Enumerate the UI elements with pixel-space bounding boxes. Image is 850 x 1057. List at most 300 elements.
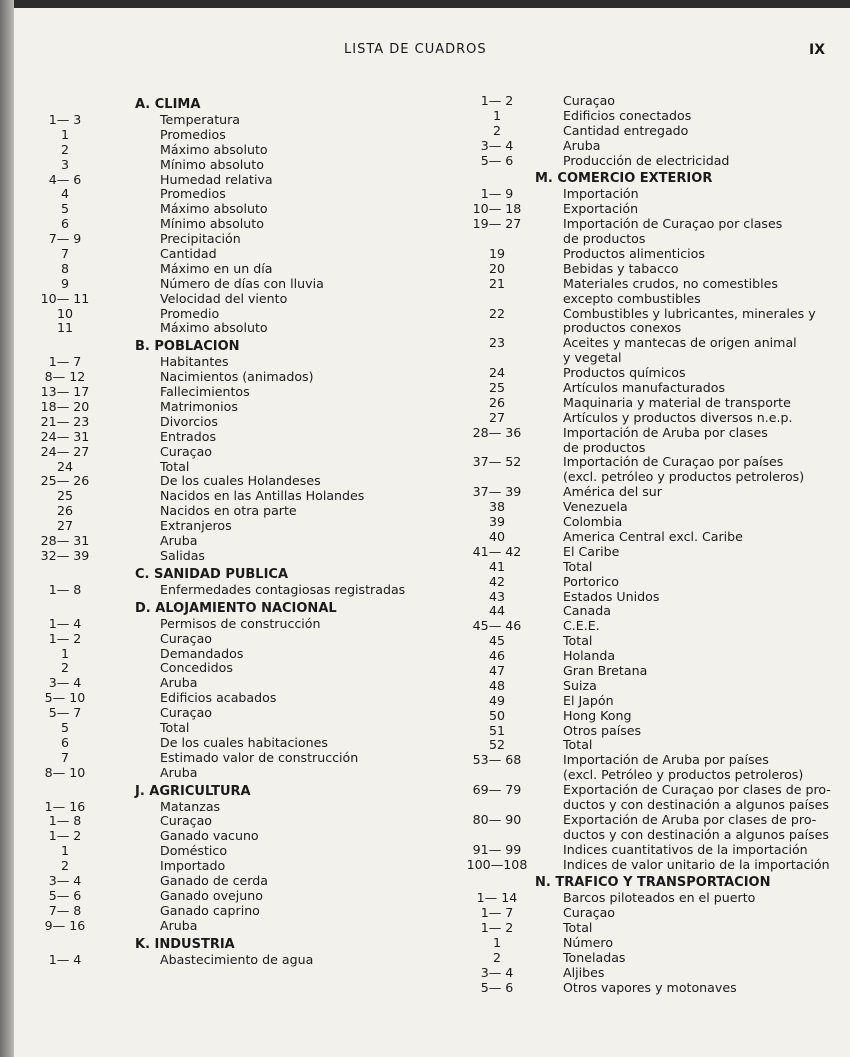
table-title: Exportación xyxy=(563,201,639,217)
table-title: Gran Bretana xyxy=(563,662,648,678)
table-title: Portorico xyxy=(563,573,619,589)
section-heading xyxy=(14,97,454,113)
list-item xyxy=(462,724,842,739)
table-title: Productos alimenticios xyxy=(563,246,705,262)
table-number: 11 xyxy=(56,320,74,336)
table-number: 1— 7 xyxy=(48,354,82,370)
list-item xyxy=(462,798,842,813)
table-title: Productos químicos xyxy=(563,365,686,381)
table-title: Holanda xyxy=(563,648,616,664)
table-title: Cantidad xyxy=(160,246,217,262)
list-item xyxy=(14,814,454,829)
list-item xyxy=(14,583,454,598)
table-title: Curaçao xyxy=(160,705,213,721)
table-title: Salidas xyxy=(160,547,205,563)
table-number: 1 xyxy=(60,843,69,859)
list-item xyxy=(14,277,454,292)
table-title: C.E.E. xyxy=(563,618,600,634)
table-number: 1— 2 xyxy=(480,920,514,936)
list-item xyxy=(462,921,842,936)
table-title: Importación de Aruba por países xyxy=(563,752,769,768)
list-item xyxy=(14,355,454,370)
table-number: 1— 7 xyxy=(480,905,514,921)
table-title: Curaçao xyxy=(563,93,616,108)
table-number: 1— 16 xyxy=(44,798,86,814)
table-number: 20 xyxy=(488,260,506,276)
table-number: 27 xyxy=(56,518,74,534)
list-item xyxy=(462,124,842,139)
list-item xyxy=(462,858,842,873)
table-title: Curaçao xyxy=(160,630,213,646)
list-item xyxy=(462,738,842,753)
table-title: Otros vapores y motonaves xyxy=(563,979,737,995)
section-title: K. INDUSTRIA xyxy=(135,936,235,952)
table-title: Artículos manufacturados xyxy=(563,380,726,396)
table-title: Total xyxy=(563,633,593,649)
list-item xyxy=(14,217,454,232)
table-title: Exportación de Curaçao por clases de pro- xyxy=(563,782,831,798)
table-title: excepto combustibles xyxy=(563,290,701,306)
list-item xyxy=(14,143,454,158)
table-title: Promedios xyxy=(160,126,226,142)
table-title: Otros países xyxy=(563,722,642,738)
table-number: 80— 90 xyxy=(472,811,522,827)
table-number: 2 xyxy=(60,858,69,874)
table-title: Curaçao xyxy=(160,443,213,459)
table-title: Estimado valor de construcción xyxy=(160,749,359,765)
table-number: 25— 26 xyxy=(40,473,90,489)
list-item xyxy=(14,187,454,202)
table-title: Máximo absoluto xyxy=(160,141,268,157)
list-item xyxy=(14,904,454,919)
table-number: 53— 68 xyxy=(472,752,522,768)
table-title: Combustibles y lubricantes, minerales y xyxy=(563,305,816,321)
list-item xyxy=(462,426,842,441)
table-title: Toneladas xyxy=(563,949,626,965)
table-title: Nacidos en las Antillas Holandes xyxy=(160,488,365,504)
list-item xyxy=(462,590,842,605)
table-number: 1 xyxy=(492,935,501,951)
list-item xyxy=(462,981,842,996)
table-number: 42 xyxy=(488,573,506,589)
table-title: Número de días con lluvia xyxy=(160,275,324,291)
table-title: Maquinaria y material de transporte xyxy=(563,394,791,410)
list-item xyxy=(14,549,454,564)
table-number: 1 xyxy=(492,107,501,123)
document-page xyxy=(14,8,850,1057)
table-number: 2 xyxy=(60,141,69,157)
table-number: 100—108 xyxy=(466,856,528,872)
table-number: 19 xyxy=(488,246,506,262)
table-title: Máximo absoluto xyxy=(160,201,268,217)
list-item xyxy=(462,664,842,679)
list-item xyxy=(14,800,454,815)
table-title: Artículos y productos diversos n.e.p. xyxy=(563,409,793,425)
table-title: Edificios conectados xyxy=(563,107,692,123)
list-item xyxy=(462,936,842,951)
table-title: Mínimo absoluto xyxy=(160,156,264,172)
table-number: 41— 42 xyxy=(472,543,522,559)
table-title: Aruba xyxy=(160,675,198,691)
section-title: A. CLIMA xyxy=(135,97,201,112)
table-title: Total xyxy=(563,558,593,574)
list-item xyxy=(14,953,454,968)
list-item xyxy=(462,575,842,590)
table-number: 7— 9 xyxy=(48,231,82,247)
table-title: Máximo absoluto xyxy=(160,320,268,336)
list-item xyxy=(14,445,454,460)
table-title: Barcos piloteados en el puerto xyxy=(563,890,756,906)
list-item xyxy=(462,232,842,247)
table-title: Matanzas xyxy=(160,798,221,814)
table-number: 5— 6 xyxy=(48,887,82,903)
table-title: Entrados xyxy=(160,428,217,444)
table-number: 10 xyxy=(56,305,74,321)
table-number: 32— 39 xyxy=(40,547,90,563)
table-title: Bebidas y tabacco xyxy=(563,260,679,276)
list-item xyxy=(14,247,454,262)
table-title: Colombia xyxy=(563,514,623,530)
table-number: 24 xyxy=(488,365,506,381)
list-item xyxy=(14,202,454,217)
table-number: 6 xyxy=(60,734,69,750)
table-number: 18— 20 xyxy=(40,399,90,415)
table-title: Importado xyxy=(160,858,226,874)
table-title: Nacimientos (animados) xyxy=(160,369,314,385)
table-number: 7— 8 xyxy=(48,902,82,918)
list-item xyxy=(14,751,454,766)
table-title: Total xyxy=(160,458,190,474)
table-title: Venezuela xyxy=(563,499,628,515)
list-item xyxy=(14,844,454,859)
list-item xyxy=(462,307,842,322)
table-number: 45 xyxy=(488,633,506,649)
table-title: Importación xyxy=(563,186,639,202)
table-number: 50 xyxy=(488,707,506,723)
list-item xyxy=(14,113,454,128)
table-title: Importación de Aruba por clases xyxy=(563,424,768,440)
list-item xyxy=(462,891,842,906)
list-item xyxy=(14,504,454,519)
list-item xyxy=(462,813,842,828)
section-title: N. TRAFICO Y TRANSPORTACION xyxy=(535,875,771,891)
section-heading xyxy=(14,784,454,800)
table-title: Total xyxy=(563,737,593,753)
table-title: Suiza xyxy=(563,677,597,693)
table-number: 47 xyxy=(488,662,506,678)
list-item xyxy=(14,262,454,277)
table-title: Indices cuantitativos de la importación xyxy=(563,841,808,857)
page-number: IX xyxy=(809,42,826,58)
list-item xyxy=(14,460,454,475)
list-item xyxy=(462,951,842,966)
list-item xyxy=(462,292,842,307)
table-title: Matrimonios xyxy=(160,399,238,415)
table-number: 26 xyxy=(488,394,506,410)
table-number: 41 xyxy=(488,558,506,574)
list-item xyxy=(462,634,842,649)
table-title: Extranjeros xyxy=(160,518,232,534)
table-number: 1— 8 xyxy=(48,581,82,597)
table-number: 3— 4 xyxy=(480,964,514,980)
list-item xyxy=(462,768,842,783)
list-item xyxy=(462,828,842,843)
book-spine-shadow xyxy=(0,0,14,1057)
table-title: Cantidad entregado xyxy=(563,122,689,138)
table-number: 27 xyxy=(488,409,506,425)
table-number: 52 xyxy=(488,737,506,753)
table-number: 6 xyxy=(60,216,69,232)
table-number: 37— 52 xyxy=(472,454,522,470)
table-title: Aljibes xyxy=(563,964,605,980)
list-item xyxy=(14,489,454,504)
table-title: Divorcios xyxy=(160,413,218,429)
list-item xyxy=(462,783,842,798)
left-table-of-contents xyxy=(14,94,454,967)
page-title: LISTA DE CUADROS xyxy=(344,42,487,57)
list-item xyxy=(462,966,842,981)
table-number: 44 xyxy=(488,603,506,619)
table-title: Nacidos en otra parte xyxy=(160,503,297,519)
list-item xyxy=(462,321,842,336)
list-item xyxy=(14,676,454,691)
list-item xyxy=(462,560,842,575)
table-title: Edificios acabados xyxy=(160,690,277,706)
list-item xyxy=(462,247,842,262)
table-title: Abastecimiento de agua xyxy=(160,951,314,967)
table-number: 49 xyxy=(488,692,506,708)
section-heading xyxy=(14,601,454,617)
section-heading xyxy=(14,567,454,583)
table-title: Permisos de construcción xyxy=(160,615,321,631)
table-number: 1— 3 xyxy=(48,112,82,127)
table-number: 22 xyxy=(488,305,506,321)
table-title: Producción de electricidad xyxy=(563,152,730,168)
table-title: de productos xyxy=(563,439,646,455)
list-item xyxy=(462,604,842,619)
list-item xyxy=(462,366,842,381)
list-item xyxy=(14,430,454,445)
table-number: 43 xyxy=(488,588,506,604)
list-item xyxy=(14,370,454,385)
list-item xyxy=(14,519,454,534)
table-title: América del sur xyxy=(563,484,662,500)
table-number: 24— 31 xyxy=(40,428,90,444)
list-item xyxy=(14,321,454,336)
table-title: El Japón xyxy=(563,692,614,708)
table-number: 9— 16 xyxy=(44,917,86,933)
table-title: Ganado ovejuno xyxy=(160,887,263,903)
list-item xyxy=(462,336,842,351)
table-title: ductos y con destinación a algunos países xyxy=(563,796,829,812)
table-number: 4— 6 xyxy=(48,171,82,187)
table-number: 46 xyxy=(488,648,506,664)
list-item xyxy=(14,874,454,889)
list-item xyxy=(462,154,842,169)
list-item xyxy=(462,500,842,515)
table-number: 5— 10 xyxy=(44,690,86,706)
table-title: Doméstico xyxy=(160,843,228,859)
table-number: 37— 39 xyxy=(472,484,522,500)
table-title: Habitantes xyxy=(160,354,229,370)
table-number: 3— 4 xyxy=(48,675,82,691)
list-item xyxy=(462,694,842,709)
table-number: 1— 2 xyxy=(48,630,82,646)
table-number: 1— 4 xyxy=(48,615,82,631)
table-number: 5 xyxy=(60,201,69,217)
table-title: America Central excl. Caribe xyxy=(563,528,743,544)
table-number: 24— 27 xyxy=(40,443,90,459)
section-title: D. ALOJAMIENTO NACIONAL xyxy=(135,600,337,616)
list-item xyxy=(14,400,454,415)
table-number: 69— 79 xyxy=(472,782,522,798)
table-number: 25 xyxy=(56,488,74,504)
list-item xyxy=(462,753,842,768)
list-item xyxy=(462,396,842,411)
list-item xyxy=(462,649,842,664)
table-title: Mínimo absoluto xyxy=(160,216,264,232)
table-title: Aruba xyxy=(563,137,601,153)
table-title: Demandados xyxy=(160,645,244,661)
list-item xyxy=(14,919,454,934)
table-number: 40 xyxy=(488,528,506,544)
list-item xyxy=(14,736,454,751)
section-title: C. SANIDAD PUBLICA xyxy=(135,566,289,582)
table-number: 10— 18 xyxy=(472,201,522,217)
table-title: Hong Kong xyxy=(563,707,632,723)
table-title: Curaçao xyxy=(563,905,616,921)
table-title: Número xyxy=(563,935,614,951)
list-item xyxy=(14,647,454,662)
table-title: Materiales crudos, no comestibles xyxy=(563,275,778,291)
table-number: 25 xyxy=(488,380,506,396)
right-table-of-contents xyxy=(462,94,842,996)
table-number: 39 xyxy=(488,514,506,530)
list-item xyxy=(462,545,842,560)
table-title: El Caribe xyxy=(563,543,620,559)
section-heading xyxy=(14,937,454,953)
table-number: 45— 46 xyxy=(472,618,522,634)
list-item xyxy=(462,530,842,545)
table-number: 1— 8 xyxy=(48,813,82,829)
table-number: 26 xyxy=(56,503,74,519)
table-number: 10— 11 xyxy=(40,290,90,306)
table-number: 8 xyxy=(60,260,69,276)
table-number: 3 xyxy=(60,156,69,172)
list-item xyxy=(14,691,454,706)
table-number: 1— 2 xyxy=(480,93,514,108)
table-number: 1— 9 xyxy=(480,186,514,202)
table-number: 13— 17 xyxy=(40,384,90,400)
list-item xyxy=(14,232,454,247)
table-number: 8— 10 xyxy=(44,764,86,780)
list-item xyxy=(462,381,842,396)
table-number: 91— 99 xyxy=(472,841,522,857)
table-number: 3— 4 xyxy=(480,137,514,153)
list-item xyxy=(14,766,454,781)
table-title: Ganado caprino xyxy=(160,902,260,918)
table-title: Ganado vacuno xyxy=(160,828,259,844)
table-number: 7 xyxy=(60,246,69,262)
table-title: Máximo en un día xyxy=(160,260,273,276)
list-item xyxy=(462,94,842,109)
section-heading xyxy=(462,171,842,187)
table-number: 38 xyxy=(488,499,506,515)
table-title: Total xyxy=(160,719,190,735)
table-number: 48 xyxy=(488,677,506,693)
table-number: 5 xyxy=(60,719,69,735)
table-number: 1 xyxy=(60,645,69,661)
list-item xyxy=(462,470,842,485)
table-title: ductos y con destinación a algunos países xyxy=(563,826,829,842)
table-number: 9 xyxy=(60,275,69,291)
list-item xyxy=(14,706,454,721)
table-number: 1 xyxy=(60,126,69,142)
table-title: Velocidad del viento xyxy=(160,290,288,306)
table-title: y vegetal xyxy=(563,350,622,366)
list-item xyxy=(462,411,842,426)
table-title: Enfermedades contagiosas registradas xyxy=(160,581,406,597)
table-title: Ganado de cerda xyxy=(160,872,268,888)
table-number: 8— 12 xyxy=(44,369,86,385)
list-item xyxy=(462,277,842,292)
table-title: Promedio xyxy=(160,305,220,321)
table-title: Estados Unidos xyxy=(563,588,660,604)
table-title: Importación de Curaçao por clases xyxy=(563,216,783,232)
table-number: 21 xyxy=(488,275,506,291)
list-item xyxy=(14,859,454,874)
list-item xyxy=(462,139,842,154)
table-title: De los cuales Holandeses xyxy=(160,473,321,489)
table-number: 24 xyxy=(56,458,74,474)
table-title: Exportación de Aruba por clases de pro- xyxy=(563,811,817,827)
list-item xyxy=(462,679,842,694)
table-title: Curaçao xyxy=(160,813,213,829)
table-number: 2 xyxy=(492,949,501,965)
list-item xyxy=(462,217,842,232)
table-title: De los cuales habitaciones xyxy=(160,734,328,750)
table-number: 1— 14 xyxy=(476,890,518,906)
list-item xyxy=(462,187,842,202)
list-item xyxy=(462,202,842,217)
table-title: Indices de valor unitario de la importación xyxy=(563,856,830,872)
table-title: (excl. petróleo y productos petroleros) xyxy=(563,469,805,485)
list-item xyxy=(462,515,842,530)
list-item xyxy=(14,617,454,632)
list-item xyxy=(462,619,842,634)
table-title: (excl. Petróleo y productos petroleros) xyxy=(563,767,804,783)
section-heading xyxy=(462,875,842,891)
list-item xyxy=(14,128,454,143)
section-title: J. AGRICULTURA xyxy=(135,783,251,799)
list-item xyxy=(14,534,454,549)
list-item xyxy=(14,385,454,400)
table-title: Aruba xyxy=(160,917,198,933)
table-number: 28— 31 xyxy=(40,533,90,549)
table-title: de productos xyxy=(563,231,646,247)
section-title: M. COMERCIO EXTERIOR xyxy=(535,171,713,187)
table-number: 23 xyxy=(488,335,506,351)
table-title: Importación de Curaçao por países xyxy=(563,454,784,470)
table-number: 28— 36 xyxy=(472,424,522,440)
list-item xyxy=(462,906,842,921)
table-number: 2 xyxy=(492,122,501,138)
list-item xyxy=(462,843,842,858)
table-number: 3— 4 xyxy=(48,872,82,888)
list-item xyxy=(14,415,454,430)
list-item xyxy=(462,455,842,470)
list-item xyxy=(14,829,454,844)
